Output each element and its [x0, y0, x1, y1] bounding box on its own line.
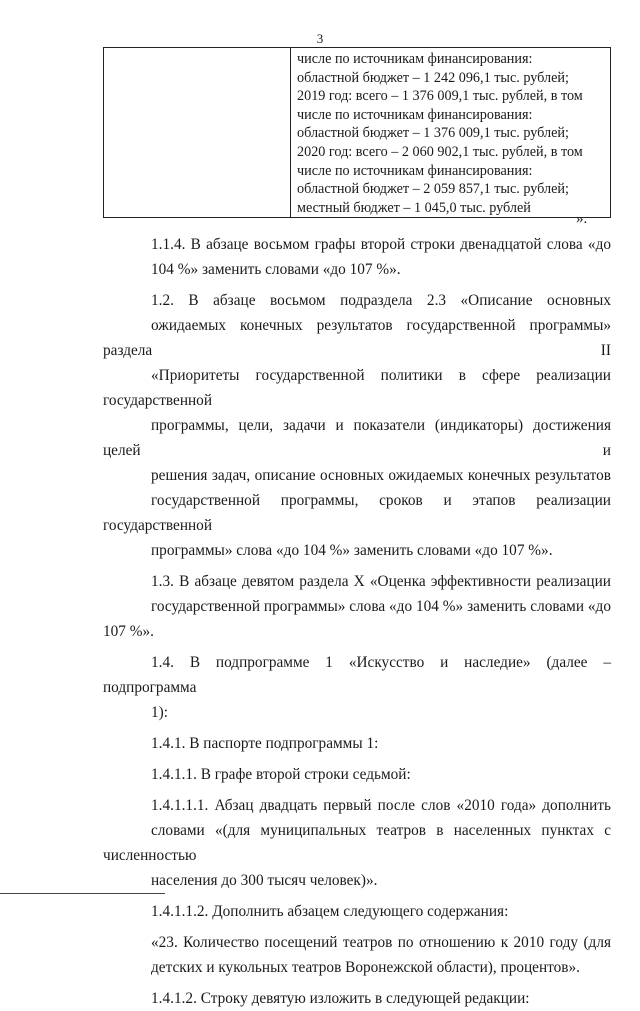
paragraph-1-4-1	[103, 731, 611, 756]
paragraph-1-2	[103, 288, 611, 563]
text-line: 1.3. В абзаце девятом раздела X «Оценка эффективности реализации	[151, 573, 611, 590]
text-line: 1.4.1.1. В графе второй строки седьмой:	[151, 766, 411, 783]
footer-rule	[0, 893, 165, 894]
text-line: детских и кукольных театров Воронежской области), процентов».	[151, 959, 580, 976]
financing-line: 2020 год: всего – 2 060 902,1 тыс. рублей, в том	[297, 143, 583, 160]
text-line: «23. Количество посещений театров по отношению к 2010 году (для	[151, 934, 611, 951]
text-line: 1.1.4. В абзаце восьмом графы второй строки двенадцатой слова «до	[151, 236, 611, 253]
financing-table	[103, 47, 611, 218]
table-left-cell	[104, 48, 291, 218]
document-body	[103, 232, 611, 1011]
paragraph-1-4-1-2	[103, 986, 611, 1011]
paragraph-1-4-1-1	[103, 762, 611, 787]
financing-line: областной бюджет – 1 376 009,1 тыс. рублей;	[297, 125, 569, 142]
text-line: 1.4.1.1.2. Дополнить абзацем следующего содержания:	[151, 903, 509, 920]
text-line: 1.4.1.2. Строку девятую изложить в следующей редакции:	[151, 990, 530, 1007]
table-row	[104, 48, 611, 218]
text-line: 1):	[151, 704, 168, 721]
text-line: населения до 300 тысяч человек)».	[151, 872, 378, 889]
text-line: 1.2. В абзаце восьмом подраздела 2.3 «Описание основных	[151, 292, 611, 309]
text-line: словами «(для муниципальных театров в населенных пунктах с численностью	[103, 822, 611, 864]
paragraph-1-4-1-1-1	[103, 793, 611, 893]
financing-line: местный бюджет – 1 045,0 тыс. рублей	[297, 199, 531, 216]
financing-line: числе по источникам финансирования:	[297, 51, 533, 67]
text-line: программы, цели, задачи и показатели (индикаторы) достижения целей и	[103, 417, 611, 459]
paragraph-1-4-1-1-2	[103, 899, 611, 924]
text-line: программы» слова «до 104 %» заменить словами «до 107 %».	[151, 542, 553, 559]
closing-quote: ».	[576, 211, 588, 227]
financing-line: 2019 год: всего – 1 376 009,1 тыс. рублей, в том	[297, 88, 583, 105]
text-line: 1.4. В подпрограмме 1 «Искусство и наследие» (далее – подпрограмма	[103, 654, 611, 696]
text-line: 1.4.1.1.1. Абзац двадцать первый после слов «2010 года» дополнить	[151, 797, 611, 814]
text-line: «Приоритеты государственной политики в сфере реализации государственной	[103, 367, 611, 409]
text-line: решения задач, описание основных ожидаемых конечных результатов	[151, 467, 611, 484]
text-line: 104 %» заменить словами «до 107 %».	[151, 261, 401, 278]
text-line: 1.4.1. В паспорте подпрограммы 1:	[151, 735, 379, 752]
table-right-cell	[291, 48, 611, 218]
paragraph-1-4	[103, 650, 611, 725]
financing-line: областной бюджет – 1 242 096,1 тыс. рублей;	[297, 69, 569, 86]
financing-line: числе по источникам финансирования:	[297, 162, 533, 179]
page-number: 3	[316, 31, 324, 46]
financing-line: числе по источникам финансирования:	[297, 106, 533, 123]
paragraph-quote-23	[103, 930, 611, 980]
text-line: ожидаемых конечных результатов государственной программы» раздела II	[103, 317, 611, 359]
text-line: государственной программы» слова «до 104 %» заменить словами «до 107 %».	[103, 598, 611, 640]
financing-line: областной бюджет – 2 059 857,1 тыс. рублей;	[297, 181, 569, 198]
text-line: государственной программы, сроков и этапов реализации государственной	[103, 492, 611, 534]
paragraph-1-3	[103, 569, 611, 644]
paragraph-1-1-4	[103, 232, 611, 282]
